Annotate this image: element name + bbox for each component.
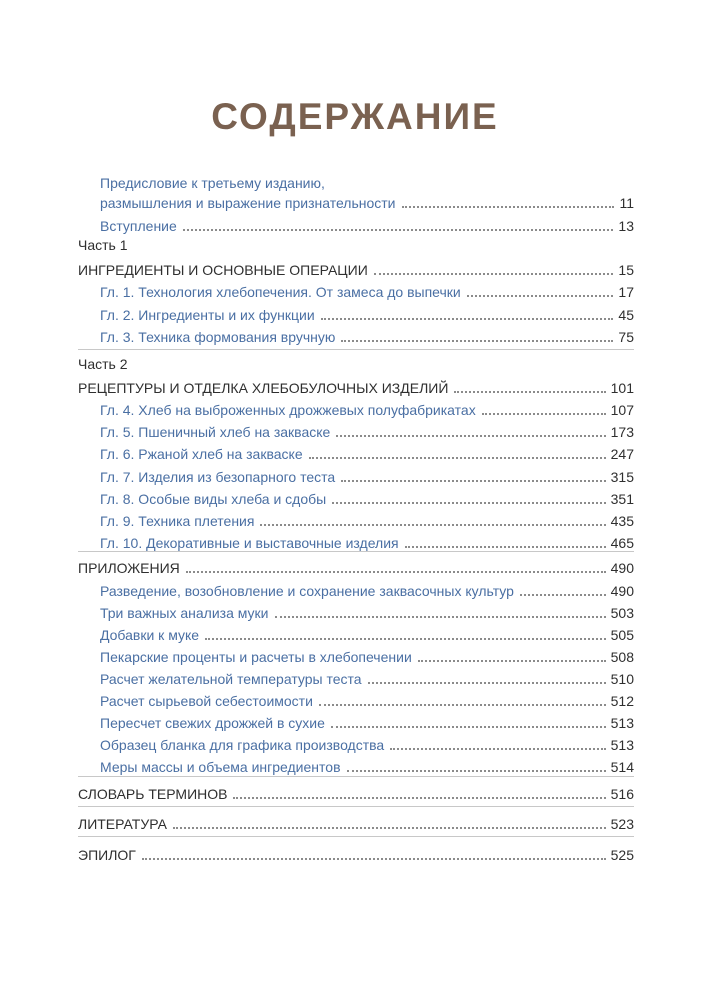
toc-entry-page: 513	[610, 737, 634, 753]
toc-chapter[interactable]	[100, 279, 634, 301]
toc-entry-label: Добавки к муке	[100, 627, 200, 643]
leader-dots	[275, 615, 606, 618]
toc-appendix-title[interactable]	[78, 555, 634, 577]
toc-entry-label: размышления и выражение признательности	[100, 195, 396, 211]
toc-entry-page: 503	[610, 605, 634, 621]
section-divider	[78, 776, 634, 777]
leader-dots	[183, 228, 614, 231]
toc-entry-page: 13	[618, 218, 634, 234]
toc-entry-page: 465	[610, 535, 634, 551]
toc-entry-page: 315	[610, 469, 634, 485]
leader-dots	[142, 857, 606, 860]
toc-entry-page: 75	[618, 329, 634, 345]
toc-entry-label: Образец бланка для графика производства	[100, 737, 385, 753]
toc-entry-label: Пекарские проценты и расчеты в хлебопечении	[100, 649, 412, 665]
leader-dots	[374, 272, 614, 275]
toc-entry-page: 490	[610, 560, 634, 576]
toc-entry-label: Расчет сырьевой себестоимости	[100, 693, 313, 709]
toc-entry-label: РЕЦЕПТУРЫ И ОТДЕЛКА ХЛЕБОБУЛОЧНЫХ ИЗДЕЛИЙ	[78, 380, 449, 396]
toc-appendix-item[interactable]	[100, 666, 634, 688]
leader-dots	[390, 747, 605, 750]
toc-chapter[interactable]	[100, 324, 634, 346]
toc-entry-page: 107	[610, 402, 634, 418]
leader-dots	[520, 593, 606, 596]
toc-entry-label: ЛИТЕРАТУРА	[78, 816, 167, 832]
leader-dots	[368, 681, 606, 684]
leader-dots	[467, 294, 614, 297]
toc-entry-page: 508	[610, 649, 634, 665]
toc-entry-page: 45	[618, 307, 634, 323]
toc-entry-page: 15	[618, 262, 634, 278]
leader-dots	[233, 796, 605, 799]
page-title: СОДЕРЖАНИЕ	[211, 96, 499, 137]
toc-appendix-item[interactable]	[100, 688, 634, 710]
toc-appendix-item[interactable]	[100, 622, 634, 644]
toc-entry-label: ИНГРЕДИЕНТЫ И ОСНОВНЫЕ ОПЕРАЦИИ	[78, 262, 368, 278]
toc-entry-label: Гл. 6. Ржаной хлеб на закваске	[100, 446, 303, 462]
leader-dots	[405, 545, 606, 548]
toc-entry-label: Гл. 9. Техника плетения	[100, 513, 255, 529]
toc-appendix-item[interactable]	[100, 732, 634, 754]
toc-entry-page: 525	[610, 847, 634, 863]
toc-entry-label: Гл. 10. Декоративные и выставочные изделия	[100, 535, 399, 551]
section-divider	[78, 836, 634, 837]
toc-entry-label: Гл. 4. Хлеб на выброженных дрожжевых полуфабрикатах	[100, 402, 476, 418]
toc-entry-label: Гл. 1. Технология хлебопечения. От замеса до выпечки	[100, 284, 461, 300]
toc-entry-page: 514	[610, 759, 634, 775]
toc-chapter[interactable]	[100, 530, 634, 552]
leader-dots	[341, 339, 613, 342]
toc-preface-line1[interactable]: Предисловие к третьему изданию,	[100, 175, 325, 191]
toc-part1-title[interactable]	[78, 257, 634, 279]
toc-entry-label: Вступление	[100, 218, 177, 234]
toc-entry-label: Гл. 5. Пшеничный хлеб на закваске	[100, 424, 331, 440]
leader-dots	[260, 523, 605, 526]
toc-entry-page: 505	[610, 627, 634, 643]
toc-entry-page: 510	[610, 671, 634, 687]
toc-entry-label: Расчет желательной температуры теста	[100, 671, 362, 687]
toc-entry-label: Гл. 3. Техника формования вручную	[100, 329, 336, 345]
toc-chapter[interactable]	[100, 441, 634, 463]
toc-entry-page: 351	[610, 491, 634, 507]
toc-entry-page: 513	[610, 715, 634, 731]
toc-appendix-item[interactable]	[100, 600, 634, 622]
toc-entry-label: ПРИЛОЖЕНИЯ	[78, 560, 180, 576]
toc-appendix-item[interactable]	[100, 644, 634, 666]
toc-entry-label: Три важных анализа муки	[100, 605, 269, 621]
toc-literature[interactable]	[78, 811, 634, 833]
toc-entry-label: Гл. 7. Изделия из безопарного теста	[100, 469, 336, 485]
leader-dots	[321, 317, 614, 320]
toc-intro[interactable]	[100, 213, 634, 235]
toc-appendix-item[interactable]	[100, 710, 634, 732]
leader-dots	[173, 826, 606, 829]
toc-chapter[interactable]	[100, 302, 634, 324]
leader-dots	[186, 570, 606, 573]
toc-chapter[interactable]	[100, 419, 634, 441]
toc-chapter[interactable]	[100, 486, 634, 508]
toc-appendix-item[interactable]	[100, 578, 634, 600]
section-divider	[78, 806, 634, 807]
leader-dots	[347, 769, 606, 772]
toc-chapter[interactable]	[100, 464, 634, 486]
leader-dots	[418, 659, 606, 662]
toc-entry-page: 17	[618, 284, 634, 300]
toc-entry-page: 490	[610, 583, 634, 599]
toc-entry-label: Гл. 8. Особые виды хлеба и сдобы	[100, 491, 327, 507]
toc-chapter[interactable]	[100, 508, 634, 530]
leader-dots	[402, 205, 615, 208]
toc-entry-page: 173	[610, 424, 634, 440]
leader-dots	[336, 434, 605, 437]
toc-entry-label: Пересчет свежих дрожжей в сухие	[100, 715, 325, 731]
toc-entry-label: Меры массы и объема ингредиентов	[100, 759, 341, 775]
toc-entry-page: 101	[610, 380, 634, 396]
leader-dots	[341, 479, 605, 482]
leader-dots	[205, 637, 606, 640]
toc-entry-page: 435	[610, 513, 634, 529]
toc-entry-label: Гл. 2. Ингредиенты и их функции	[100, 307, 315, 323]
toc-entry-label: ЭПИЛОГ	[78, 847, 136, 863]
toc-entry-page: 11	[619, 195, 634, 211]
part1-heading: Часть 1	[78, 237, 128, 253]
leader-dots	[309, 456, 606, 459]
toc-entry-page: 247	[610, 446, 634, 462]
toc-preface[interactable]	[100, 190, 634, 212]
toc-epilogue[interactable]	[78, 842, 634, 864]
toc-glossary[interactable]	[78, 781, 634, 803]
leader-dots	[482, 412, 606, 415]
leader-dots	[332, 501, 605, 504]
toc-entry-page: 512	[610, 693, 634, 709]
toc-entry-page: 523	[610, 816, 634, 832]
section-divider	[78, 349, 634, 350]
toc-entry-page: 516	[610, 786, 634, 802]
toc-chapter[interactable]	[100, 397, 634, 419]
toc-part2-title[interactable]	[78, 375, 634, 397]
leader-dots	[454, 390, 605, 393]
toc-entry-label: Разведение, возобновление и сохранение заквасочных культур	[100, 583, 514, 599]
leader-dots	[331, 725, 606, 728]
toc-appendix-item[interactable]	[100, 754, 634, 776]
leader-dots	[319, 703, 606, 706]
section-divider	[78, 551, 634, 552]
toc-entry-label: СЛОВАРЬ ТЕРМИНОВ	[78, 786, 228, 802]
part2-heading: Часть 2	[78, 356, 128, 372]
